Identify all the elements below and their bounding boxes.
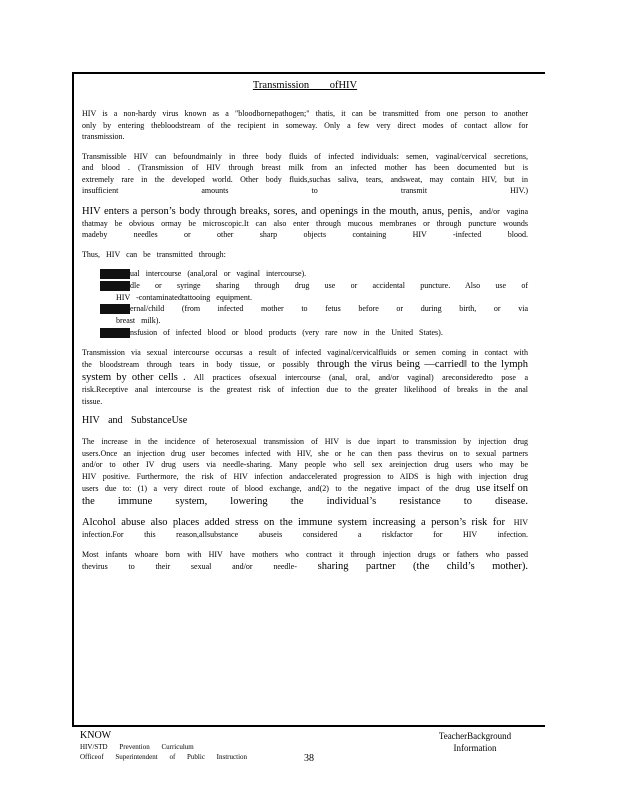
footer-office: Officeof Superintendent of Public Instruction	[80, 753, 248, 761]
paragraph-alcohol-abuse	[82, 516, 528, 541]
redaction-bar	[100, 281, 130, 291]
list-item	[100, 280, 528, 292]
list-item-text: dle or syringe sharing through drug use or accidental puncture. Also use of	[130, 280, 528, 290]
footer-information: Information	[453, 743, 497, 753]
paragraph-transmitted-through: Thus, HIV can be transmitted through:	[82, 249, 226, 259]
redaction-bar	[100, 269, 130, 279]
entry-rest-text: and/or vagina thatmay be obvious ormay be microscopic.It can also enter through mucous membranes or through puncture wounds madeby needles or other sharp objects containing HIV -infected blood.	[82, 206, 528, 239]
paragraph-injection-drug-use	[82, 436, 528, 508]
infants-text-a: Most infants whoare born with HIV have mothers who contract it through injection drugs or fathers who passed thevirus to their sexual and/or needle-	[82, 549, 528, 572]
list-item-continuation	[100, 292, 528, 304]
paragraph-bloodborne: HIV is a non-hardy virus known as a "bloodbornepathogen;" thatis, it can be transmitted from one person to another only by entering thebloodstream of the recipient in someway. Only a few very direct modes of contact allow for transmission.	[82, 109, 528, 141]
bottom-rule	[72, 725, 545, 727]
sexual-transmission-text-a: Transmission via sexual intercourse occursas a result of infected vaginal/cervicalfluids or semen coming in contact with the bloodstream through tears in body tissue, or possibly	[82, 347, 528, 370]
paragraph-sexual-transmission	[82, 347, 528, 408]
sexual-transmission-text-b: through the virus being ―carried‖ to the lymph system by other cells .	[82, 359, 529, 384]
list-item	[100, 303, 528, 315]
redaction-bar	[100, 328, 130, 338]
sexual-transmission-text-c: All practices ofsexual intercourse (anal, oral, and/or vaginal) areconsideredto pose a risk.Receptive anal intercourse is the greatest risk of infection due to the greater likelihood of breaks in the anal tissue.	[82, 373, 529, 406]
paragraph-body-fluids: Transmissible HIV can befoundmainly in three body fluids of infected individuals: semen, vaginal/cervical secretions, and blood . (Transmission of HIV through breast milk from an infected mother has been documented but is extremely rare in the developed world. Other body fluids,suchas saliva, tears, andsweat, may contain HIV, but in insufficient amounts to transmit HIV.)	[82, 151, 528, 195]
transmission-list	[100, 268, 528, 339]
paragraph-entry	[82, 205, 528, 241]
alcohol-text-b: HIV infection.For this reason,allsubstance abuseis considered a riskfactor for HIV infection.	[82, 518, 529, 540]
list-item-continuation	[100, 315, 528, 327]
page-title: Transmission ofHIV	[252, 80, 358, 91]
page-number: 38	[304, 753, 314, 764]
top-rule	[72, 72, 545, 74]
list-item-text: ual intercourse (anal,oral or vaginal intercourse).	[130, 269, 307, 278]
redaction-bar	[100, 304, 130, 314]
footer-know-label: KNOW	[80, 730, 112, 741]
footer-right	[410, 730, 540, 754]
left-rule	[72, 72, 74, 727]
list-item-text: breast milk).	[116, 316, 161, 326]
section-heading-substance-use: HIV and SubstanceUse	[82, 415, 188, 427]
entry-lead-text: HIV enters a person’s body through breaks, sores, and openings in the mouth, anus, penis,	[82, 205, 473, 217]
alcohol-text-a: Alcohol abuse also places added stress on the immune system increasing a person’s risk for	[82, 517, 505, 529]
injection-drug-text-b: use itself on the immune system, lowering the individual’s resistance to disease.	[82, 483, 528, 508]
list-item	[100, 268, 528, 280]
footer-curriculum: HIV/STD Prevention Curriculum	[80, 743, 194, 751]
infants-text-b: sharing partner (the child’s mother).	[317, 561, 529, 573]
footer-left	[80, 730, 300, 762]
list-item-text: ernal/child (from infected mother to fetus before or during birth, or via	[130, 304, 528, 314]
paragraph-infants	[82, 549, 528, 574]
injection-drug-text-a: The increase in the incidence of heterosexual transmission of HIV is due inpart to transmission by injection drug users.Once an injection drug user becomes infected with HIV, she or he can then pass thevirus on to sexual partners and/or to other IV drug users via needle-sharing. Many people who sell sex areinjection drug users who may be HIV positive. Furthermore, the risk of HIV infection andaccelerated progression to AIDS is high with injection drug users due to: (1) a very direct route of blood exchange, and(2) to the negative impact of the drug	[82, 437, 528, 494]
list-item-text: nsfusion of infected blood or blood products (very rare now in the United States).	[130, 327, 443, 337]
page-content	[82, 80, 528, 581]
footer-teacher-background: TeacherBackground	[438, 731, 512, 741]
list-item-text: HIV -contaminatedtattooing equipment.	[116, 292, 253, 302]
list-item	[100, 327, 528, 339]
